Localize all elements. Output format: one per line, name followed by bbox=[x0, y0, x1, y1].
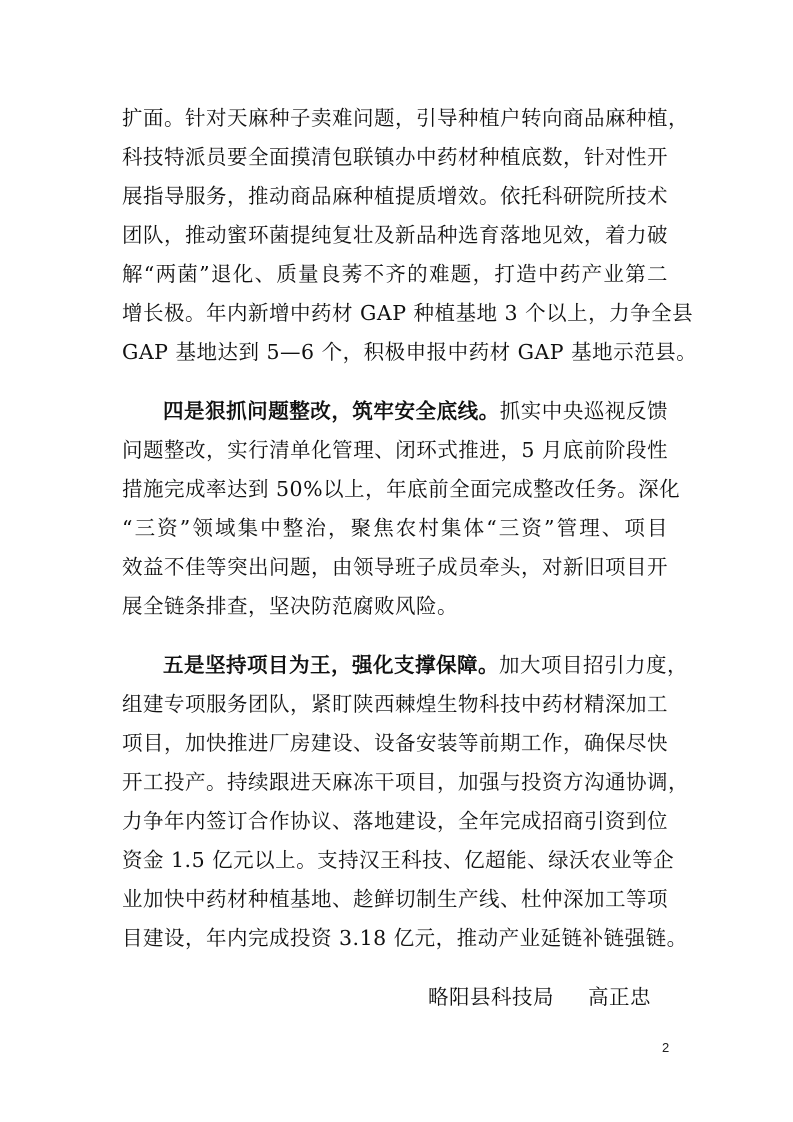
paragraph-line: GAP 基地达到 5—6 个，积极申报中药材 GAP 基地示范县。 bbox=[122, 340, 698, 364]
paragraph-line: 措施完成率达到 50%以上，年底前全面完成整改任务。深化 bbox=[122, 477, 681, 501]
paragraph-text: 加大项目招引力度， bbox=[499, 653, 688, 677]
paragraph-line: 扩面。针对天麻种子卖难问题，引导种植户转向商品麻种植， bbox=[122, 106, 689, 130]
paragraph-line: 力争年内签订合作协议、落地建设，全年完成招商引资到位 bbox=[122, 809, 668, 833]
paragraph-line: 科技特派员要全面摸清包联镇办中药材种植底数，针对性开 bbox=[122, 145, 668, 169]
signature-org: 略阳县科技局 bbox=[428, 985, 554, 1009]
paragraph-line: 目建设，年内完成投资 3.18 亿元，推动产业延链补链强链。 bbox=[122, 926, 688, 950]
paragraph-line: 资金 1.5 亿元以上。支持汉王科技、亿超能、绿沃农业等企 bbox=[122, 848, 675, 872]
paragraph-line: “三资”领域集中整治，聚焦农村集体“三资”管理、项目 bbox=[122, 516, 668, 540]
section-heading: 四是狠抓问题整改，筑牢安全底线。 bbox=[163, 399, 500, 423]
section-heading: 五是坚持项目为王，强化支撑保障。 bbox=[163, 653, 499, 677]
paragraph-line: 组建专项服务团队，紧盯陕西棘煌生物科技中药材精深加工 bbox=[122, 692, 668, 716]
paragraph-line: 增长极。年内新增中药材 GAP 种植基地 3 个以上，力争全县 bbox=[122, 301, 694, 325]
paragraph-text: 抓实中央巡视反馈 bbox=[499, 399, 669, 423]
signature bbox=[428, 982, 651, 1012]
paragraph-line: 开工投产。持续跟进天麻冻干项目，加强与投资方沟通协调， bbox=[122, 770, 689, 794]
paragraph-first-line bbox=[163, 396, 668, 426]
paragraph-line: 展指导服务，推动商品麻种植提质增效。依托科研院所技术 bbox=[122, 184, 668, 208]
paragraph-first-line bbox=[163, 650, 688, 680]
signature-name: 高正忠 bbox=[588, 985, 651, 1009]
paragraph-line: 团队，推动蜜环菌提纯复壮及新品种选育落地见效，着力破 bbox=[122, 223, 668, 247]
paragraph-line: 项目，加快推进厂房建设、设备安装等前期工作，确保尽快 bbox=[122, 731, 668, 755]
paragraph-line: 展全链条排查，坚决防范腐败风险。 bbox=[122, 594, 458, 618]
paragraph-line: 解“两菌”退化、质量良莠不齐的难题，打造中药产业第二 bbox=[122, 262, 668, 286]
paragraph-line: 业加快中药材种植基地、趁鲜切制生产线、杜仲深加工等项 bbox=[122, 887, 668, 911]
paragraph-line: 效益不佳等突出问题，由领导班子成员牵头，对新旧项目开 bbox=[122, 555, 668, 579]
paragraph-line: 问题整改，实行清单化管理、闭环式推进，5 月底前阶段性 bbox=[122, 438, 668, 462]
page-number: 2 bbox=[662, 1040, 670, 1055]
